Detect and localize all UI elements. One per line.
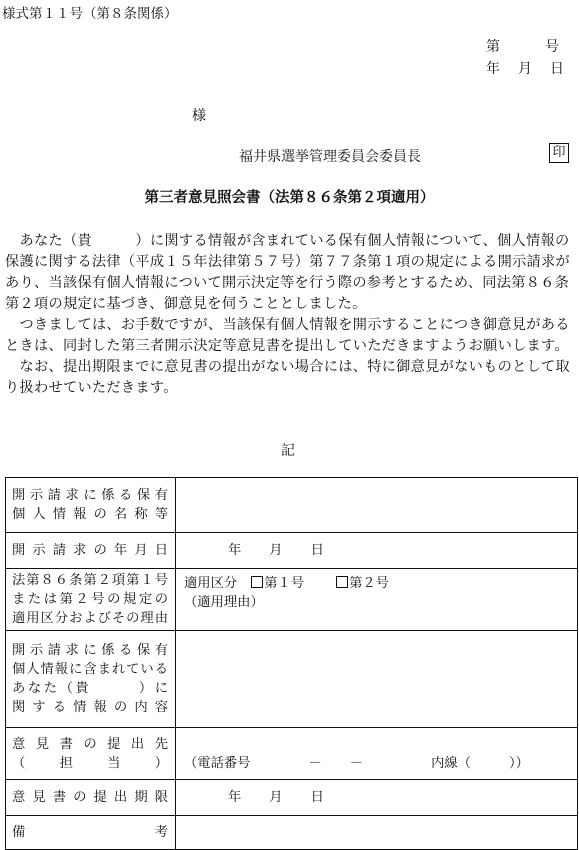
- paragraph-2: つきましては、お手数ですが、当該保有個人情報を開示することにつき御意見があるときは、同封した第三者開示決定等意見書を提出していただきますようお願いします。: [5, 317, 570, 354]
- checkbox-icon[interactable]: [336, 576, 348, 588]
- date-year: 年: [486, 61, 500, 77]
- row-request-date: [6, 533, 578, 569]
- header-submission-deadline: 意見書の提出期限: [6, 780, 176, 816]
- value-submission-deadline: 年 月 日: [176, 780, 578, 816]
- row-application-category: [6, 569, 578, 631]
- body-text: [5, 231, 575, 399]
- row-info-name: [6, 478, 578, 533]
- value-remarks: [176, 816, 578, 850]
- details-table: [5, 477, 578, 850]
- value-application-category: 適用区分 第１号 第２号 （適用理由）: [176, 569, 578, 631]
- document-date: [486, 58, 564, 78]
- paragraph-1: あなた（貴 ）に関する情報が含まれている保有個人情報について、個人情報の保護に関する法律（平成１５年法律第５７号）第７７条第１項の規定による開示請求があり、当該保有個人情報について開示決定等を行う際の参考とするため、同法第８６条第２項の規定に基づき、御意見を伺うこととしました。: [5, 233, 571, 312]
- value-info-content: [176, 631, 578, 728]
- addressee: 様: [192, 108, 206, 124]
- document-number: [486, 36, 570, 56]
- row-info-content: [6, 631, 578, 728]
- paragraph-3: なお、提出期限までに意見書の提出がない場合には、特に御意見がないものとして取り扱わせていただきます。: [5, 359, 571, 396]
- seal-mark: 印: [549, 143, 569, 163]
- value-request-date: 年 月 日: [176, 533, 578, 569]
- sender: 福井県選挙管理委員会委員長: [239, 149, 421, 165]
- number-suffix: 号: [545, 39, 559, 55]
- checkbox-icon[interactable]: [251, 576, 263, 588]
- value-submission-destination: （電話番号 － － 内線（ ））: [176, 728, 578, 780]
- row-submission-deadline: [6, 780, 578, 816]
- document-title: 第三者意見照会書（法第８６条第２項適用）: [144, 189, 435, 206]
- header-info-name: 開示請求に係る保有 個人情報の名称等: [6, 478, 176, 533]
- form-number: 様式第１１号（第８条関係）: [2, 6, 178, 22]
- date-day: 日: [550, 61, 564, 77]
- header-submission-destination: 意見書の提出先 （ 担 当 ）: [6, 728, 176, 780]
- number-prefix: 第: [486, 39, 500, 55]
- ki-heading: 記: [281, 443, 295, 459]
- header-info-content: 開示請求に係る保有 個人情報に含まれている あなた（貴 ）に 関する情報の内容: [6, 631, 176, 728]
- header-application-category: 法第８６条第２項第１号 または第２号の規定の 適用区分およびその理由: [6, 569, 176, 631]
- header-request-date: 開示請求の年月日: [6, 533, 176, 569]
- row-submission-destination: [6, 728, 578, 780]
- row-remarks: [6, 816, 578, 850]
- header-remarks: 備 考: [6, 816, 176, 850]
- date-month: 月: [518, 61, 532, 77]
- value-info-name: [176, 478, 578, 533]
